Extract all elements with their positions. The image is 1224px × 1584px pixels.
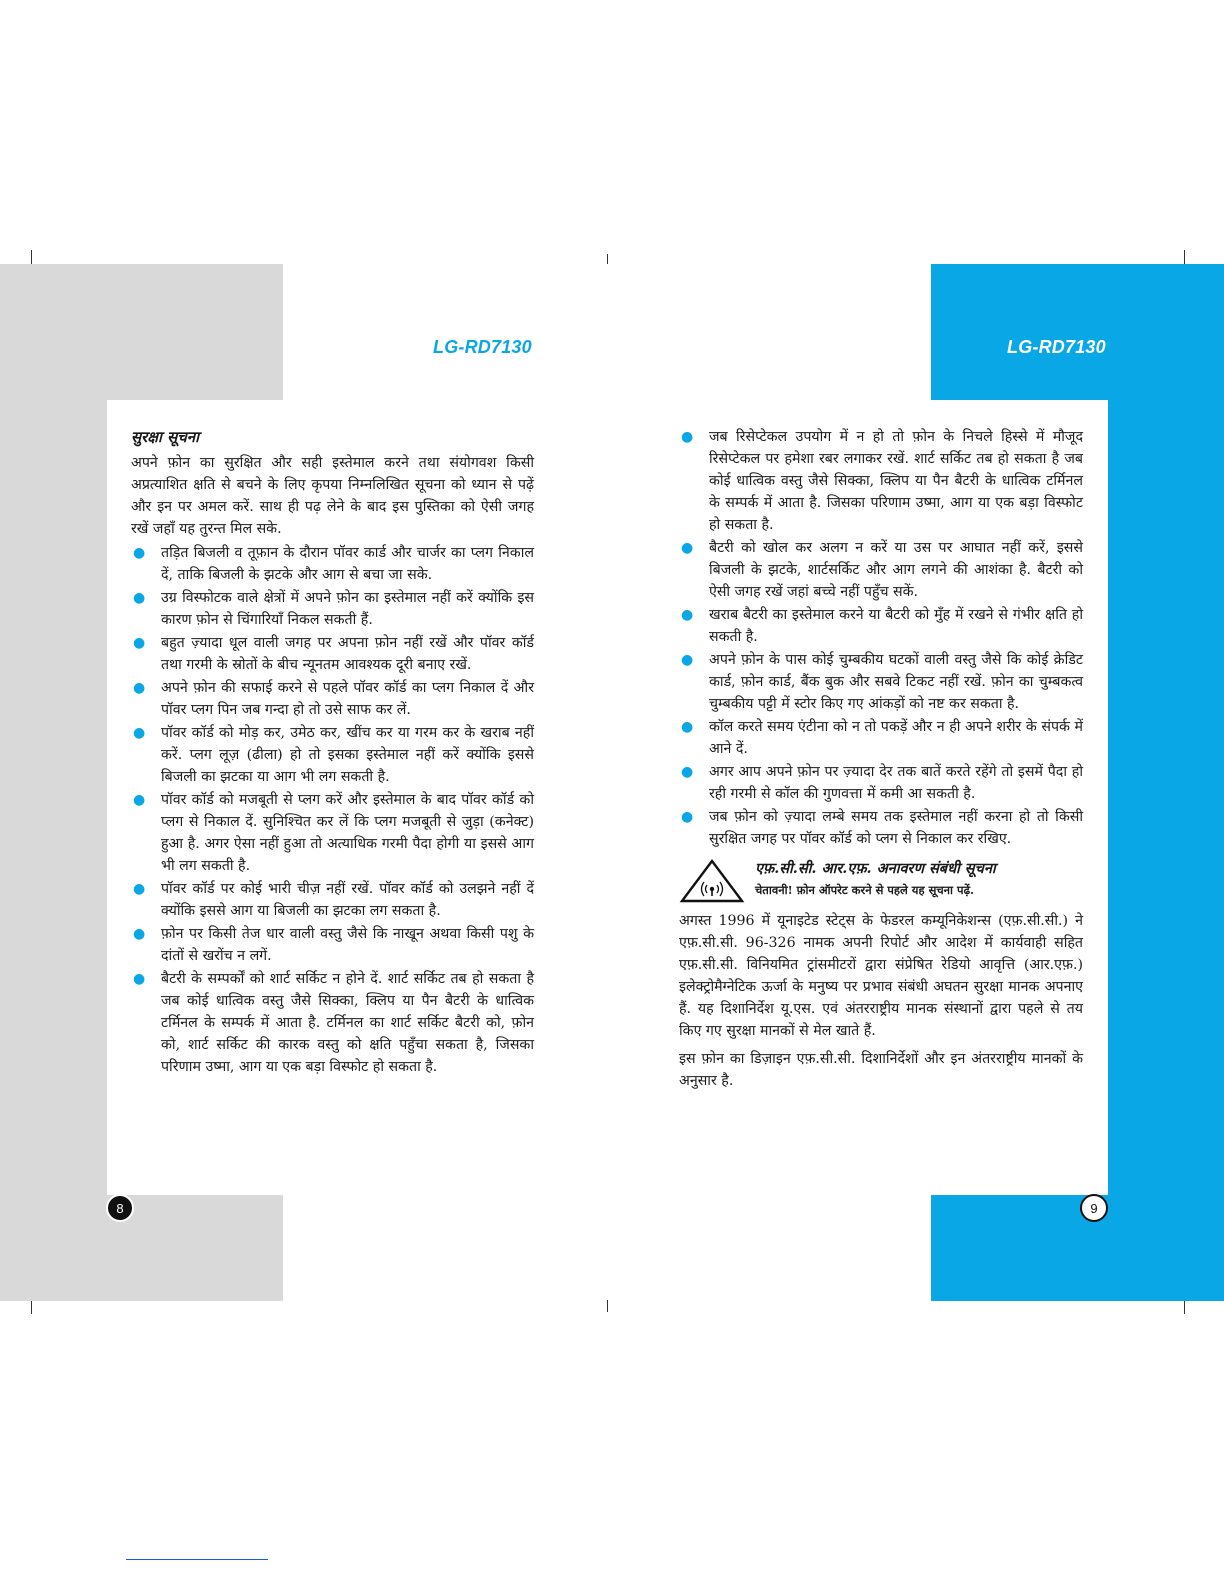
list-item: ● पॉवर कॉर्ड को मोड़ कर, उमेठ कर, खींच कर या गरम कर के खराब नहीं करें. प्लग लूज़ (ढीला) हो तो इसका इस्तेमाल नहीं करें क्योंकि इससे बिजली का झटका या आग भी लग सकती है. [131,722,534,788]
bullet-icon: ● [133,971,146,987]
bullet-icon: ● [133,725,146,741]
list-item: ● कॉल करते समय एंटीना को न तो पकड़ें और न ही अपने शरीर के संपर्क में आने दें. [679,716,1083,760]
right-bullet-list [679,426,1083,850]
bullet-icon: ● [133,926,146,942]
list-item: ● अगर आप अपने फ़ोन पर ज़्यादा देर तक बातें करते रहेंगे तो इसमें पैदा हो रही गरमी से कॉल की गुणवत्ता में कमी आ सकती है. [679,761,1083,805]
bullet-icon: ● [133,680,146,696]
list-item: ● बैटरी के सम्पर्कों को शार्ट सर्किट न होने दें. शार्ट सर्किट तब हो सकता है जब कोई धात्विक वस्तु जैसे सिक्का, क्लिप या पैन बैटरी के धात्विक टर्मिनल के सम्पर्क में आता है. टर्मिनल का शार्ट सर्किट बैटरी को, फ़ोन को, शार्ट सर्किट की कारक वस्तु को क्षति पहुँचा सकता है, जिसका परिणाम उष्मा, आग या एक बड़ा विस्फोट हो सकता है. [131,968,534,1078]
list-item: ● बैटरी को खोल कर अलग न करें या उस पर आघात नहीं करें, इससे बिजली के झटके, शार्टसर्किट और आग लगने की आशंका है. बैटरी को ऐसी जगह रखें जहां बच्चे नहीं पहुँच सकें. [679,537,1083,603]
fcc-paragraph-1: अगस्त 1996 में यूनाइटेड स्टेट्स के फेडरल कम्यूनिकेशन्स (एफ़.सी.सी.) ने एफ़.सी.सी. 96-326 नामक अपनी रिपोर्ट और आदेश में कार्यवाही सहित एफ़.सी.सी. विनियमित ट्रांसमीटरों द्वारा संप्रेषित रेडियो आवृत्ति (आर.एफ़.) इलेक्ट्रोमैग्नेटिक ऊर्जा के मनुष्य पर प्रभाव संबंधी अघतन सुरक्षा मानक अपनाए हैं. यह दिशानिर्देश यू.एस. एवं अंतरराष्ट्रीय मानक संस्थानों द्वारा पहले से तय किए गए सुरक्षा मानकों से मेल खाते हैं. [679,913,1083,1039]
fcc-notice-text [755,858,996,900]
fcc-notice-warning: चेतावनी! फ़ोन ऑपरेट करने से पहले यह सूचना पढ़ें. [755,883,975,897]
list-item: ● फ़ोन पर किसी तेज धार वाली वस्तु जैसे कि नाखून अथवा किसी पशु के दांतों से खरोंच न लगें. [131,923,534,967]
right-model-label: LG-RD7130 [1007,337,1106,357]
intro-paragraph: अपने फ़ोन का सुरक्षित और सही इस्तेमाल करने तथा संयोगवश किसी अप्रत्याशित क्षति से बचने के लिए कृपया निम्नलिखित सूचना को ध्यान से पढ़ें और इन पर अमल करें. साथ ही पढ़ लेने के बाद इस पुस्तिका को ऐसी जगह रखें जहाँ यह तुरन्त मिल सके. [131,455,534,537]
bullet-icon: ● [681,719,694,735]
footer-rule [126,1559,268,1560]
right-page-number: 9 [1080,1194,1108,1222]
bullet-icon: ● [133,545,146,561]
bullet-icon: ● [681,607,694,623]
right-page-content [679,426,1083,1094]
bullet-icon: ● [133,635,146,651]
bullet-icon: ● [133,792,146,808]
bullet-icon: ● [133,590,146,606]
list-item: ● तड़ित बिजली व तूफ़ान के दौरान पॉवर कार्ड और चार्जर का प्लग निकाल दें, ताकि बिजली के झटके और आग से बचा जा सके. [131,542,534,586]
list-item: ● जब रिसेप्टेकल उपयोग में न हो तो फ़ोन के निचले हिस्से में मौजूद रिसेप्टेकल पर हमेशा रबर लगाकर रखें. शार्ट सर्किट तब हो सकता है जब कोई धात्विक वस्तु जैसे सिक्का, क्लिप या पैन बैटरी के धात्विक टर्मिनल के सम्पर्क में आता है. जिसका परिणाम उष्मा, आग या एक बड़ा विस्फोट हो सकता है. [679,426,1083,536]
left-page-content [131,426,534,1079]
left-bullet-list [131,542,534,1078]
fcc-paragraph-2: इस फ़ोन का डिज़ाइन एफ़.सी.सी. दिशानिर्देशों और इन अंतरराष्ट्रीय मानकों के अनुसार है. [679,1051,1083,1089]
crop-mark [607,1300,608,1312]
bullet-icon: ● [681,652,694,668]
left-model-label: LG-RD7130 [433,337,532,357]
bullet-icon: ● [681,764,694,780]
fcc-notice-box [679,858,1083,904]
bullet-icon: ● [133,881,146,897]
crop-mark [31,250,32,264]
list-item: ● उग्र विस्फोटक वाले क्षेत्रों में अपने फ़ोन का इस्तेमाल नहीं करें क्योंकि इस कारण फ़ोन से चिंगारियाँ निकल सकती हैं. [131,587,534,631]
list-item: ● पॉवर कॉर्ड पर कोई भारी चीज़ नहीं रखें. पॉवर कॉर्ड को उलझने नहीं दें क्योंकि इससे आग या बिजली का झटका लग सकता है. [131,878,534,922]
list-item: ● खराब बैटरी का इस्तेमाल करने या बैटरी को मुँह में रखने से गंभीर क्षति हो सकती है. [679,604,1083,648]
fcc-notice-title: एफ़.सी.सी. आर.एफ़. अनावरण संबंधी सूचना [755,860,996,877]
crop-mark [1184,1300,1185,1314]
list-item: ● अपने फ़ोन की सफाई करने से पहले पॉवर कॉर्ड का प्लग निकाल दें और पॉवर प्लग पिन जब गन्दा हो तो उसे साफ कर लें. [131,677,534,721]
rf-warning-triangle-icon [679,858,745,904]
bullet-icon: ● [681,540,694,556]
list-item: ● अपने फ़ोन के पास कोई चुम्बकीय घटकों वाली वस्तु जैसे कि कोई क्रेडिट कार्ड, फ़ोन कार्ड, बैंक बुक और सबवे टिकट नहीं रखें. फ़ोन का चुम्बकत्व चुम्बकीय पट्टी में स्टोर किए गए आंकड़ों को नष्ट कर सकता है. [679,649,1083,715]
list-item: ● जब फ़ोन को ज़्यादा लम्बे समय तक इस्तेमाल नहीं करना हो तो किसी सुरक्षित जगह पर पॉवर कॉर्ड को प्लग से निकाल कर रखिए. [679,806,1083,850]
list-item: ● पॉवर कॉर्ड को मजबूती से प्लग करें और इस्तेमाल के बाद पॉवर कॉर्ड को प्लग से निकाल दें. सुनिश्चित कर लें कि प्लग मजबूती से जुड़ा (कनेक्ट) हुआ है. अगर ऐसा नहीं हुआ तो अत्याधिक गरमी पैदा होगी या इससे आग भी लग सकती है. [131,789,534,877]
crop-mark [1184,250,1185,264]
left-page-number: 8 [106,1194,134,1222]
crop-mark [607,254,608,264]
bullet-icon: ● [681,809,694,825]
crop-mark [31,1300,32,1314]
list-item: ● बहुत ज़्यादा धूल वाली जगह पर अपना फ़ोन नहीं रखें और पॉवर कॉर्ड तथा गरमी के स्रोतों के बीच न्यूनतम आवश्यक दूरी बनाए रखें. [131,632,534,676]
section-heading: सुरक्षा सूचना [131,428,200,446]
bullet-icon: ● [681,429,694,445]
